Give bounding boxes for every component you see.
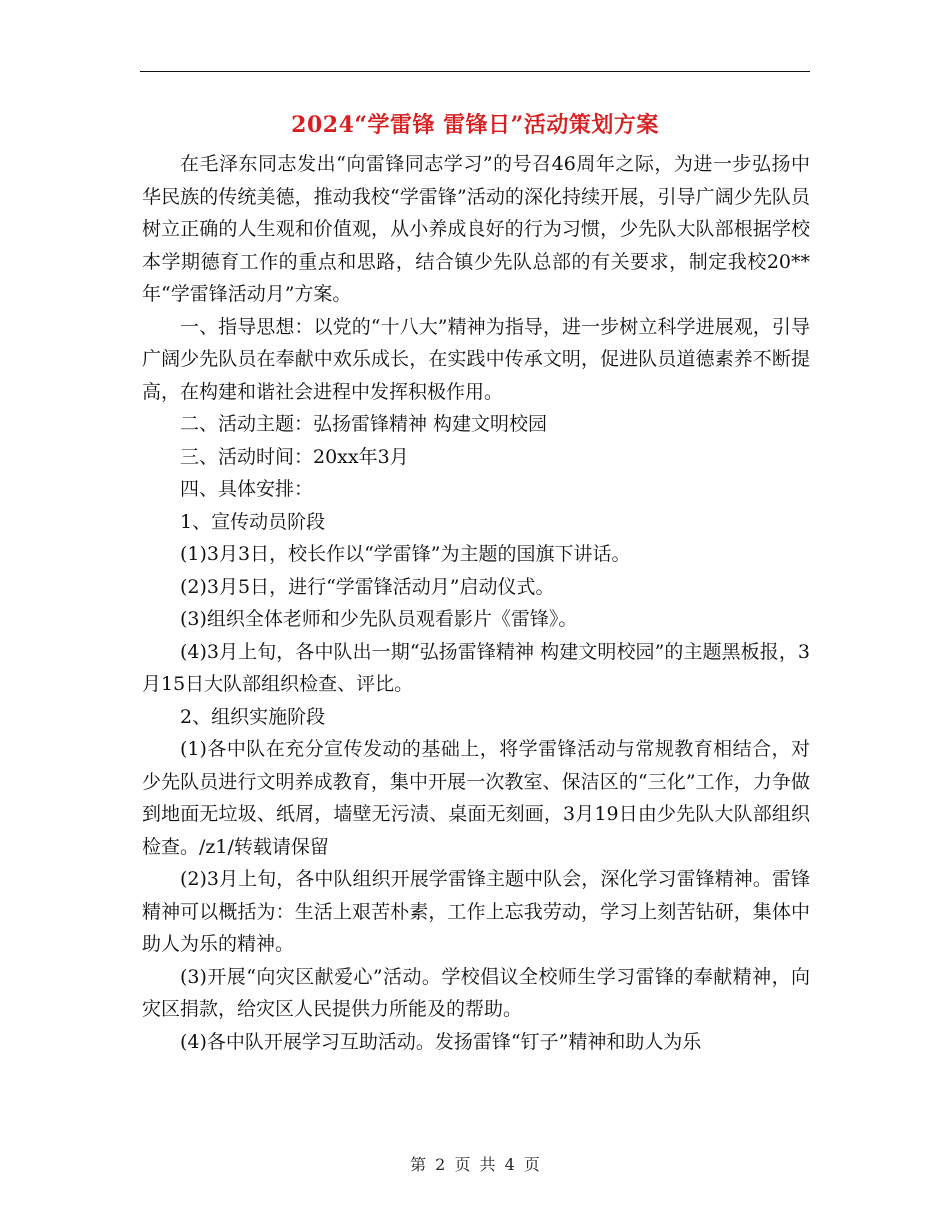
paragraph-item: (3)组织全体老师和少先队员观看影片《雷锋》。: [180, 608, 578, 630]
header-rule: [140, 71, 810, 72]
paragraph-item: (1)3月3日，校长作以“学雷锋”为主题的国旗下讲话。: [180, 543, 631, 565]
paragraph-stage-1: 1、宣传动员阶段: [180, 510, 326, 533]
paragraph-item: (2)3月5日，进行“学雷锋活动月”启动仪式。: [180, 575, 555, 598]
paragraph-item: (1)各中队在充分宣传发动的基础上，将学雷锋活动与常规教育相结合，对少先队员进行文明养成教育，集中开展一次教室、保洁区的“三化”工作，力争做到地面无垃圾、纸屑，墙壁无污渍、桌面无刻画，3月19日由少先队大队部组织检查。/z1/转载请保留: [142, 738, 810, 858]
paragraph-item: (3)开展“向灾区献爱心”活动。学校倡议全校师生学习雷锋的奉献精神，向灾区捐款，给灾区人民提供力所能及的帮助。: [142, 965, 810, 1020]
paragraph-item: (4)各中队开展学习互助活动。发扬雷锋“钉子”精神和助人为乐: [180, 1030, 702, 1053]
document-title: 2024“学雷锋 雷锋日”活动策划方案: [291, 112, 659, 138]
paragraph-stage-2: 2、组织实施阶段: [180, 705, 326, 728]
paragraph-time: 三、活动时间：20xx年3月: [180, 445, 409, 468]
page-footer: 第 2 页 共 4 页: [410, 1155, 540, 1174]
paragraph-intro: 在毛泽东同志发出“向雷锋同志学习”的号召46周年之际，为进一步弘扬中华民族的传统美德，推动我校“学雷锋”活动的深化持续开展，引导广阔少先队员树立正确的人生观和价值观，从小养成良好的行为习惯，少先队大队部根据学校本学期德育工作的重点和思路，结合镇少先队总部的有关要求，制定我校20**年“学雷锋活动月”方案。: [142, 153, 810, 305]
paragraph-arrangement: 四、具体安排：: [180, 478, 314, 500]
paragraph-guiding-thought: 一、指导思想：以党的“十八大”精神为指导，进一步树立科学进展观，引导广阔少先队员在奉献中欢乐成长，在实践中传承文明，促进队员道德素养不断提高，在构建和谐社会进程中发挥积极作用。: [142, 315, 810, 403]
document-body: [142, 148, 810, 1058]
paragraph-item: (4)3月上旬，各中队出一期“弘扬雷锋精神 构建文明校园”的主题黑板报，3月15日大队部组织检查、评比。: [142, 640, 810, 695]
paragraph-theme: 二、活动主题：弘扬雷锋精神 构建文明校园: [180, 413, 548, 435]
paragraph-item: (2)3月上旬，各中队组织开展学雷锋主题中队会，深化学习雷锋精神。雷锋精神可以概括为：生活上艰苦朴素，工作上忘我劳动，学习上刻苦钻研，集体中助人为乐的精神。: [142, 868, 810, 955]
